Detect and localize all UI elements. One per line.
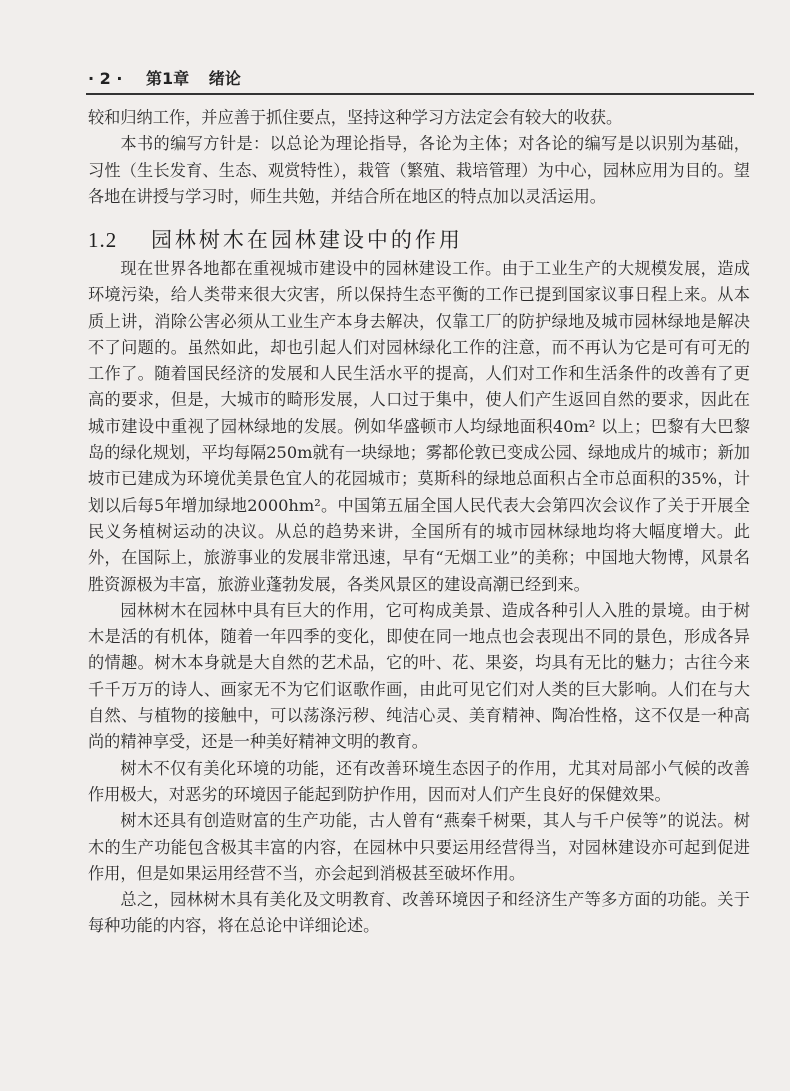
paragraph: 树木不仅有美化环境的功能，还有改善环境生态因子的作用，尤其对局部小气候的改善作用极大，对恶劣的环境因子能起到防护作用，因而对人们产生良好的保健效果。 xyxy=(88,758,750,804)
section-heading xyxy=(88,224,463,254)
chapter-title: 绪论 xyxy=(208,69,241,88)
paragraph: 总之，园林树木具有美化及文明教育、改善环境因子和经济生产等多方面的功能。关于每种功能的内容，将在总论中详细论述。 xyxy=(88,890,750,936)
page-number: · 2 · xyxy=(88,69,123,88)
section-title: 园林树木在园林建设中的作用 xyxy=(150,228,463,252)
intro-text xyxy=(88,105,750,210)
paragraph: 本书的编写方针是：以总论为理论指导，各论为主体；对各论的编写是以识别为基础，习性（生长发育、生态、观赏特性），栽管（繁殖、栽培管理）为中心，园林应用为目的。望各地在讲授与学习时，师生共勉，并结合所在地区的特点加以灵活运用。 xyxy=(88,134,750,206)
paragraph: 树木还具有创造财富的生产功能，古人曾有“燕秦千树栗，其人与千户侯等”的说法。树木的生产功能包含极其丰富的内容，在园林中只要运用经营得当，对园林建设亦可起到促进作用，但是如果运用经营不当，亦会起到消极甚至破坏作用。 xyxy=(88,811,750,883)
section-number: 1.2 xyxy=(88,228,118,252)
paragraph: 园林树木在园林中具有巨大的作用，它可构成美景、造成各种引人入胜的景境。由于树木是活的有机体，随着一年四季的变化，即使在同一地点也会表现出不同的景色，形成各异的情趣。树木本身就是大自然的艺术品，它的叶、花、果姿，均具有无比的魅力；古往今来千千万万的诗人、画家无不为它们讴歌作画，由此可见它们对人类的巨大影响。人们在与大自然、与植物的接触中，可以荡涤污秽、纯洁心灵、美育精神、陶冶性格，这不仅是一种高尚的精神享受，还是一种美好精神文明的教育。 xyxy=(88,600,750,752)
paragraph: 现在世界各地都在重视城市建设中的园林建设工作。由于工业生产的大规模发展，造成环境污染，给人类带来很大灾害，所以保持生态平衡的工作已提到国家议事日程上来。从本质上讲，消除公害必须从工业生产本身去解决，仅靠工厂的防护绿地及城市园林绿地是解决不了问题的。虽然如此，却也引起人们对园林绿化工作的注意，而不再认为它是可有可无的工作了。随着国民经济的发展和人民生活水平的提高，人们对工作和生活条件的改善有了更高的要求，但是，大城市的畸形发展，人口过于集中，使人们产生返回自然的要求，因此在城市建设中重视了园林绿地的发展。例如华盛顿市人均绿地面积40m² 以上；巴黎有大巴黎岛的绿化规划，平均每隔250m就有一块绿地；雾都伦敦已变成公园、绿地成片的城市；新加坡市已建成为环境优美景色宜人的花园城市；莫斯科的绿地总面积占全市总面积的35%，计划以后每5年增加绿地2000hm²。中国第五届全国人民代表大会第四次会议作了关于开展全民义务植树运动的决议。从总的趋势来讲，全国所有的城市园林绿地均将大幅度增大。此外，在国际上，旅游事业的发展非常迅速，早有“无烟工业”的美称；中国地大物博，风景名胜资源极为丰富，旅游业蓬勃发展，各类风景区的建设高潮已经到来。 xyxy=(88,259,750,594)
section-body xyxy=(88,256,750,940)
paragraph: 较和归纳工作，并应善于抓住要点，坚持这种学习方法定会有较大的收获。 xyxy=(88,108,623,127)
running-header xyxy=(88,66,241,89)
header-rule xyxy=(86,93,754,95)
chapter-label: 第1章 xyxy=(146,69,190,88)
